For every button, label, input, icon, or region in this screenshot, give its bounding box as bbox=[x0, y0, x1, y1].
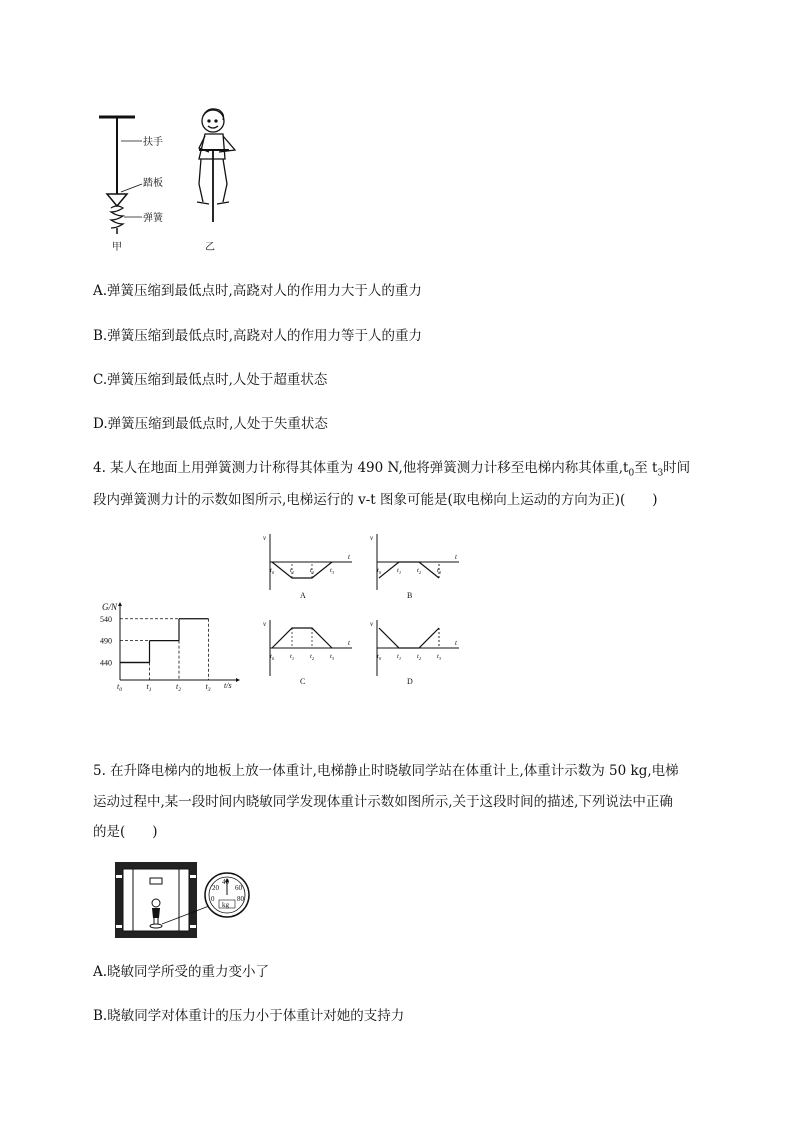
vt-tick-0: $t_0$ bbox=[270, 653, 275, 661]
elevator-scale-figure bbox=[113, 860, 253, 942]
q5-option-a: A.晓敏同学所受的重力变小了 bbox=[93, 964, 270, 980]
vt-curve bbox=[379, 628, 439, 648]
chart-y-arrow bbox=[118, 602, 122, 606]
caption-a: 甲 bbox=[112, 242, 122, 253]
vt-v-label: v bbox=[263, 534, 267, 542]
vt-graph-A bbox=[263, 534, 352, 600]
scale-tick-0: 0 bbox=[211, 895, 215, 903]
elevator-illustration bbox=[115, 862, 209, 938]
vt-option-label: D bbox=[407, 677, 413, 686]
q3-option-b: B.弹簧压缩到最低点时,高跷对人的作用力等于人的重力 bbox=[93, 328, 423, 344]
q5-text-line2: 运动过程中,某一段时间内晓敏同学发现体重计示数如图所示,关于这段时间的描述,下列说法中正确 bbox=[93, 794, 673, 810]
vt-t-label: t bbox=[455, 639, 457, 647]
vt-tick-3: $t_3$ bbox=[437, 567, 442, 575]
vt-graph-B bbox=[370, 534, 459, 600]
vt-t-label: t bbox=[348, 639, 350, 647]
q3-option-a: A.弹簧压缩到最低点时,高跷对人的作用力大于人的重力 bbox=[93, 283, 422, 299]
pogo-diagram-a bbox=[99, 117, 164, 253]
vt-tick-0: $t_0$ bbox=[377, 653, 382, 661]
scale-tick-80: 80 bbox=[237, 895, 244, 903]
vt-curve bbox=[379, 562, 439, 578]
chart-x-tick-3: $t_3$ bbox=[205, 682, 211, 693]
vt-t-label: t bbox=[348, 553, 350, 561]
scale-unit: kg bbox=[222, 901, 229, 909]
vt-tick-2: $t_2$ bbox=[417, 653, 422, 661]
q4-text-line2: 段内弹簧测力计的示数如图所示,电梯运行的 v-t 图象可能是(取电梯向上运动的方向为正)( ) bbox=[93, 492, 658, 508]
vt-v-label: v bbox=[370, 620, 374, 628]
vt-option-label: B bbox=[407, 591, 413, 600]
vt-v-label: v bbox=[263, 620, 267, 628]
vt-tick-2: $t_2$ bbox=[417, 567, 422, 575]
vt-tick-2: $t_2$ bbox=[310, 567, 315, 575]
vt-graph-D bbox=[370, 620, 459, 686]
chart-xlabel: t/s bbox=[224, 681, 232, 690]
chart-x-tick-1: $t_1$ bbox=[146, 682, 152, 693]
q5-option-b: B.晓敏同学对体重计的压力小于体重计对她的支持力 bbox=[93, 1008, 405, 1024]
chart-y-tick-1: 490 bbox=[100, 636, 112, 646]
label-handle: 扶手 bbox=[143, 137, 163, 148]
vt-v-label: v bbox=[370, 534, 374, 542]
caption-b: 乙 bbox=[205, 242, 215, 253]
vt-graphs bbox=[262, 528, 472, 693]
q5-text-line3: 的是( ) bbox=[93, 824, 158, 840]
scale-tick-40: 40 bbox=[222, 878, 229, 886]
scale-dial bbox=[205, 873, 249, 917]
label-spring: 弹簧 bbox=[143, 213, 163, 224]
pogo-stick-figure bbox=[95, 104, 255, 254]
vt-tick-3: $t_3$ bbox=[330, 567, 335, 575]
vt-curve bbox=[272, 628, 332, 648]
vt-tick-1: $t_1$ bbox=[397, 567, 402, 575]
vt-tick-1: $t_1$ bbox=[397, 653, 402, 661]
vt-tick-3: $t_3$ bbox=[437, 653, 442, 661]
q5-text-line1: 5. 在升降电梯内的地板上放一体重计,电梯静止时晓敏同学站在体重计上,体重计示数为 50 kg,电梯 bbox=[93, 763, 679, 779]
vt-option-label: C bbox=[300, 677, 306, 686]
vt-tick-2: $t_2$ bbox=[310, 653, 315, 661]
scale-tick-60: 60 bbox=[235, 884, 242, 892]
vt-tick-1: $t_1$ bbox=[290, 653, 295, 661]
vt-tick-1: $t_1$ bbox=[290, 567, 295, 575]
vt-tick-3: $t_3$ bbox=[330, 653, 335, 661]
chart-y-tick-2: 440 bbox=[100, 658, 112, 668]
vt-tick-0: $t_0$ bbox=[270, 567, 275, 575]
q3-option-c: C.弹簧压缩到最低点时,人处于超重状态 bbox=[93, 372, 328, 388]
vt-graph-C bbox=[263, 620, 352, 686]
scale-tick-20: 20 bbox=[212, 884, 219, 892]
label-pedal: 踏板 bbox=[143, 178, 163, 189]
vt-t-label: t bbox=[455, 553, 457, 561]
boy-on-pogo-illustration bbox=[197, 109, 235, 253]
chart-x-arrow bbox=[236, 678, 240, 682]
chart-ylabel: G/N bbox=[102, 602, 118, 612]
vt-tick-0: $t_0$ bbox=[377, 567, 382, 575]
weight-time-chart bbox=[100, 600, 245, 695]
vt-curve bbox=[272, 562, 332, 578]
chart-y-tick-0: 540 bbox=[100, 614, 112, 624]
chart-x-tick-2: $t_2$ bbox=[176, 682, 182, 693]
q3-option-d: D.弹簧压缩到最低点时,人处于失重状态 bbox=[93, 416, 328, 432]
q4-text-line1: 4. 某人在地面上用弹簧测力计称得其体重为 490 N,他将弹簧测力计移至电梯内称其体重$,t_0$至 $t_3$时间 bbox=[93, 460, 691, 479]
vt-option-label: A bbox=[300, 591, 306, 600]
chart-x-tick-0: $t_0$ bbox=[117, 682, 123, 693]
